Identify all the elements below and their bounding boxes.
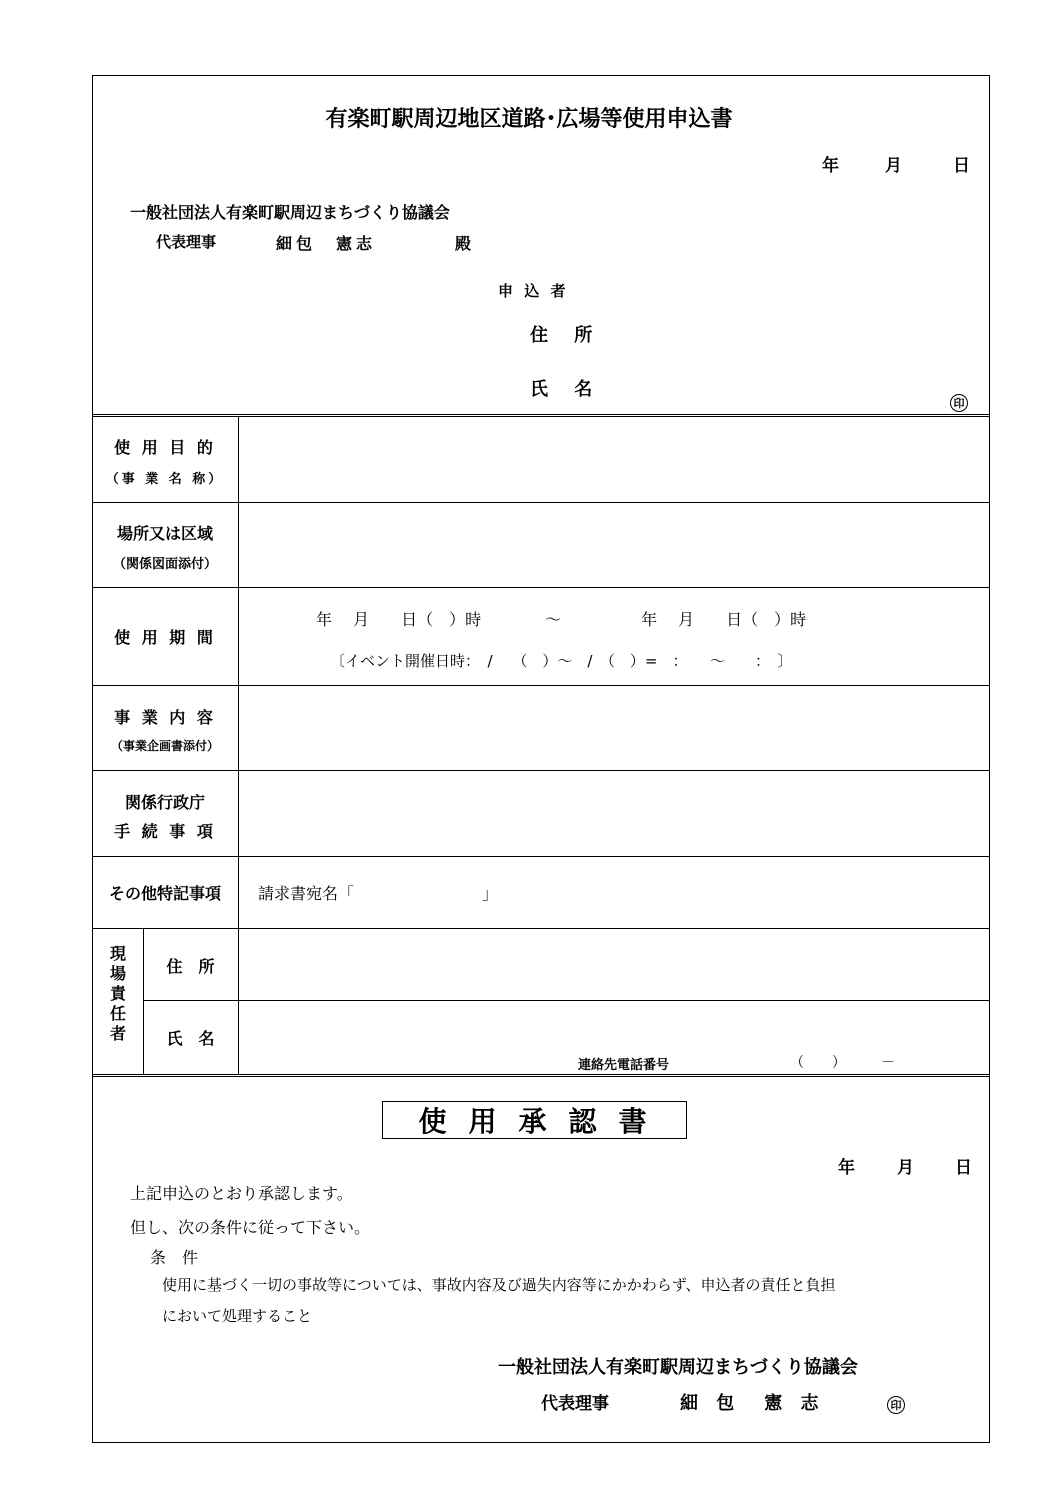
condition-text: 使用に基づく一切の事故等については、事故内容及び過失内容等にかかわらず、申込者の責任と負担	[162, 1276, 836, 1294]
applicant-address-label: 住 所	[530, 325, 603, 346]
applicant-seal-mark: 印	[950, 394, 968, 412]
addressee-honorific: 殿	[455, 234, 472, 253]
row-divider	[92, 928, 990, 929]
approval-statement: 上記申込のとおり承認します。	[130, 1184, 353, 1203]
content-field[interactable]	[240, 687, 988, 769]
row-divider	[92, 770, 990, 771]
admin-procedures-label: 関係行政庁	[124, 793, 205, 812]
site-manager-label: 現場責任者	[109, 944, 126, 1043]
site-address-label: 住 所	[166, 957, 215, 976]
phone-field[interactable]: （ ） －	[790, 1055, 895, 1071]
event-datetime[interactable]: 〔イベント開催日時： / （ ）～ / （ ）= ： ～ ： 〕	[330, 652, 793, 670]
row-divider	[92, 502, 990, 503]
applicant-label: 申 込 者	[498, 282, 569, 300]
addressee-rep-title: 代表理事	[156, 233, 217, 251]
approver-rep-title: 代表理事	[541, 1394, 609, 1414]
location-label: 場所又は区域	[116, 524, 213, 543]
location-sublabel: （関係図面添付）	[112, 557, 217, 572]
approval-date-day: 日	[955, 1158, 972, 1178]
condition-text-continued: において処理すること	[162, 1307, 313, 1325]
phone-label: 連絡先電話番号	[578, 1058, 670, 1073]
header-divider	[92, 414, 990, 417]
admin-procedures-field[interactable]	[240, 772, 988, 855]
approver-rep-name: 細 包 憲 志	[680, 1393, 825, 1414]
invoice-addressee-field[interactable]: 請求書宛名「 」	[258, 884, 499, 903]
purpose-field[interactable]	[240, 418, 988, 501]
row-divider	[143, 1000, 990, 1001]
purpose-sublabel: （事 業 名 称）	[105, 472, 225, 487]
date-month: 月	[885, 156, 902, 176]
row-divider	[92, 587, 990, 588]
approval-date-month: 月	[897, 1158, 914, 1178]
page-title: 有楽町駅周辺地区道路･広場等使用申込書	[325, 107, 733, 132]
site-name-label: 氏 名	[166, 1029, 215, 1048]
other-notes-label: その他特記事項	[108, 884, 221, 903]
approver-org: 一般社団法人有楽町駅周辺まちづくり協議会	[498, 1357, 858, 1378]
admin-procedures-label-2: 手 続 事 項	[114, 822, 216, 841]
date-day: 日	[953, 156, 970, 176]
approval-title: 使用承認書	[382, 1101, 687, 1139]
table-bottom-divider	[92, 1074, 990, 1077]
date-year: 年	[822, 156, 839, 176]
location-field[interactable]	[240, 504, 988, 586]
site-address-field[interactable]	[240, 930, 988, 999]
site-name-field[interactable]	[240, 1002, 988, 1050]
conditions-label: 条 件	[150, 1248, 199, 1267]
addressee-rep-name: 細包 憲志	[276, 234, 377, 253]
content-label: 事 業 内 容	[114, 708, 216, 727]
approval-condition-intro: 但し、次の条件に従って下さい。	[130, 1218, 371, 1237]
content-sublabel: （事業企画書添付）	[110, 739, 219, 753]
site-manager-divider	[143, 928, 144, 1074]
approval-date-year: 年	[838, 1158, 855, 1178]
period-label: 使 用 期 間	[114, 628, 216, 647]
row-divider	[92, 856, 990, 857]
label-column-divider	[238, 417, 239, 1074]
period-range[interactable]: 年 月 日（ ）時 ～ 年 月 日（ ）時	[316, 610, 807, 629]
purpose-label: 使 用 目 的	[114, 438, 216, 457]
approver-seal-mark: 印	[887, 1396, 905, 1414]
addressee-org: 一般社団法人有楽町駅周辺まちづくり協議会	[130, 203, 450, 222]
applicant-name-label: 氏 名	[530, 379, 603, 400]
row-divider	[92, 685, 990, 686]
